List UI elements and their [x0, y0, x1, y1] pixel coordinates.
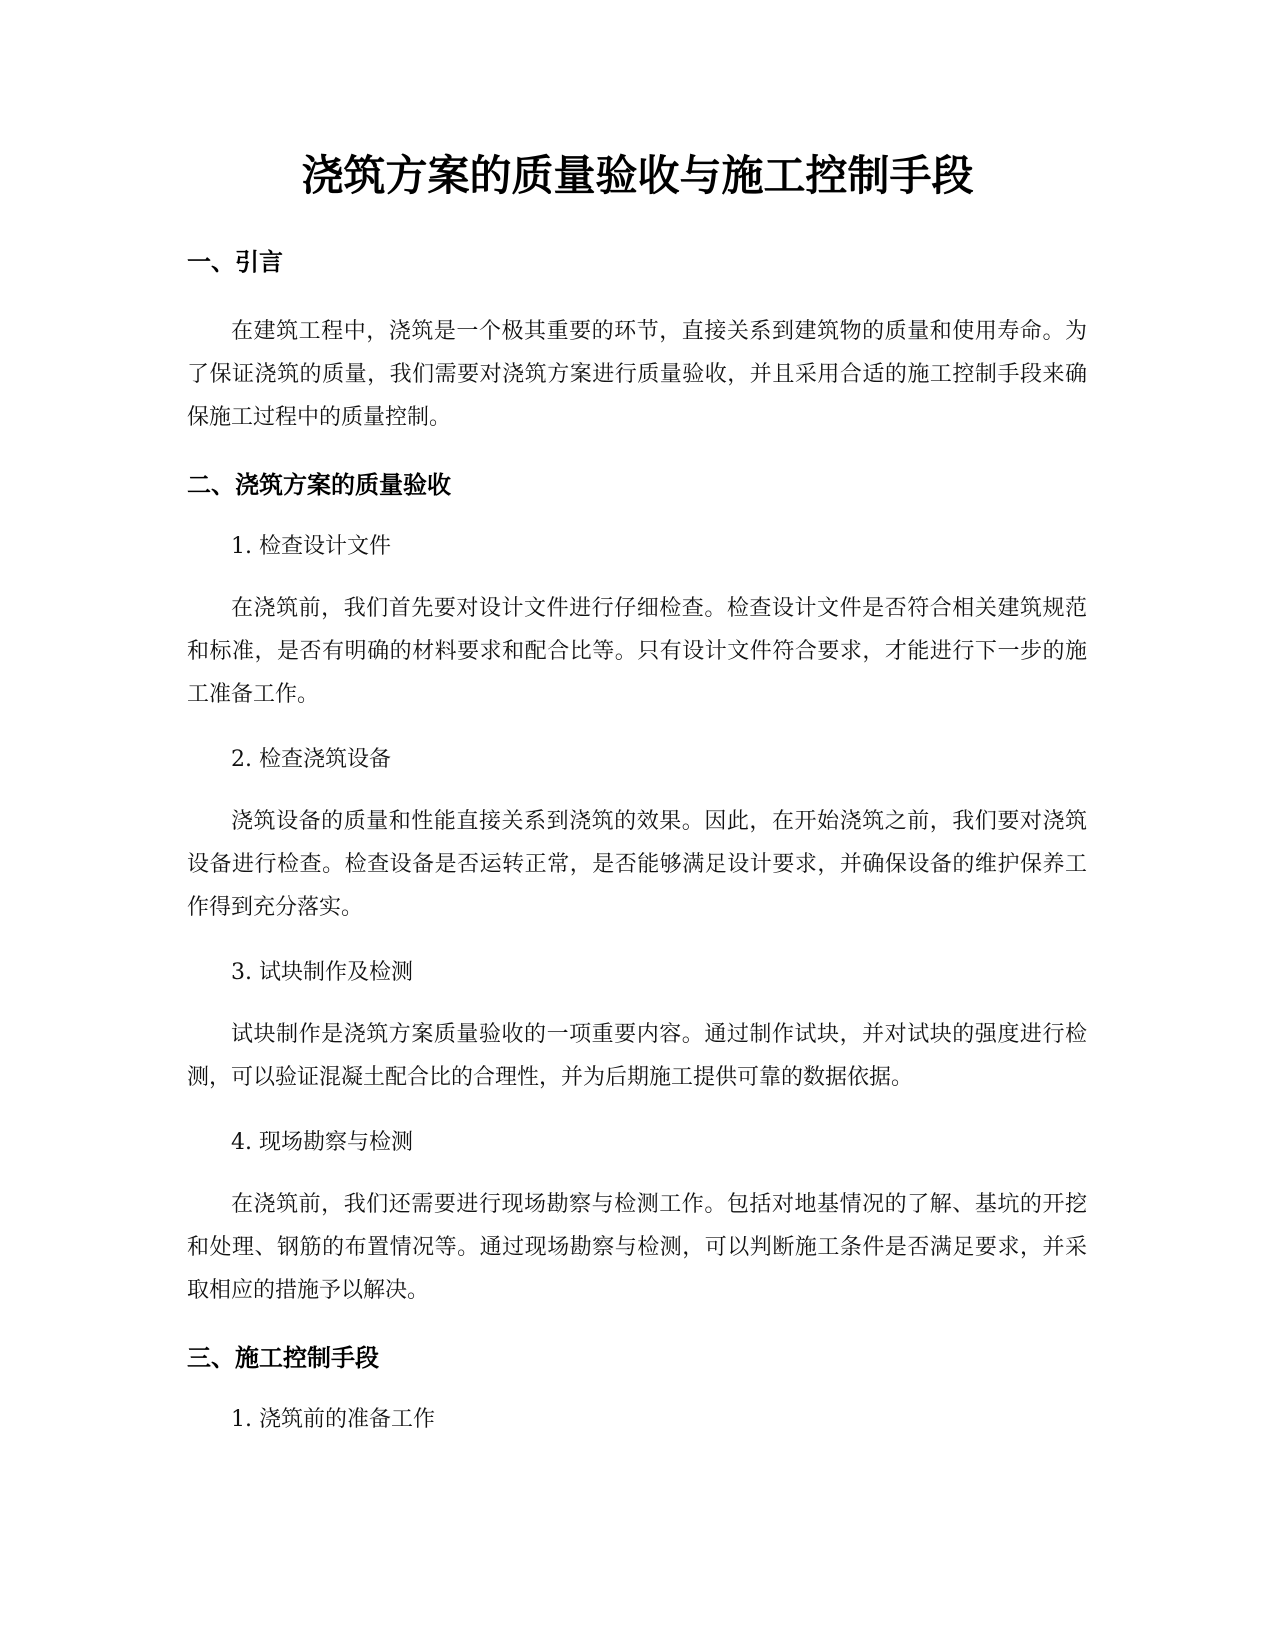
list-item-preparation: 1. 浇筑前的准备工作: [231, 1407, 435, 1432]
paragraph-test-block: 试块制作是浇筑方案质量验收的一项重要内容。通过制作试块，并对试块的强度进行检测，可以验证混凝土配合比的合理性，并为后期施工提供可靠的数据依据。: [187, 1022, 1087, 1090]
list-item-test-block: 3. 试块制作及检测: [231, 960, 413, 985]
list-item-site-survey: 4. 现场勘察与检测: [231, 1130, 413, 1155]
section-heading-introduction: 一、引言: [187, 248, 283, 276]
paragraph-check-design-files: 在浇筑前，我们首先要对设计文件进行仔细检查。检查设计文件是否符合相关建筑规范和标准，是否有明确的材料要求和配合比等。只有设计文件符合要求，才能进行下一步的施工准备工作。: [187, 596, 1087, 707]
paragraph-check-equipment: 浇筑设备的质量和性能直接关系到浇筑的效果。因此，在开始浇筑之前，我们要对浇筑设备进行检查。检查设备是否运转正常，是否能够满足设计要求，并确保设备的维护保养工作得到充分落实。: [187, 809, 1087, 920]
document-body: [187, 244, 1087, 1438]
section-heading-construction-control: 三、施工控制手段: [187, 1344, 379, 1372]
paragraph-site-survey: 在浇筑前，我们还需要进行现场勘察与检测工作。包括对地基情况的了解、基坑的开挖和处理、钢筋的布置情况等。通过现场勘察与检测，可以判断施工条件是否满足要求，并采取相应的措施予以解决。: [187, 1192, 1087, 1303]
section-heading-quality-acceptance: 二、浇筑方案的质量验收: [187, 471, 451, 499]
list-item-check-design-files: 1. 检查设计文件: [231, 534, 391, 559]
list-item-check-equipment: 2. 检查浇筑设备: [231, 747, 391, 772]
page-title: 浇筑方案的质量验收与施工控制手段: [301, 151, 974, 200]
paragraph-introduction: 在建筑工程中，浇筑是一个极其重要的环节，直接关系到建筑物的质量和使用寿命。为了保证浇筑的质量，我们需要对浇筑方案进行质量验收，并且采用合适的施工控制手段来确保施工过程中的质量控制。: [187, 319, 1087, 430]
